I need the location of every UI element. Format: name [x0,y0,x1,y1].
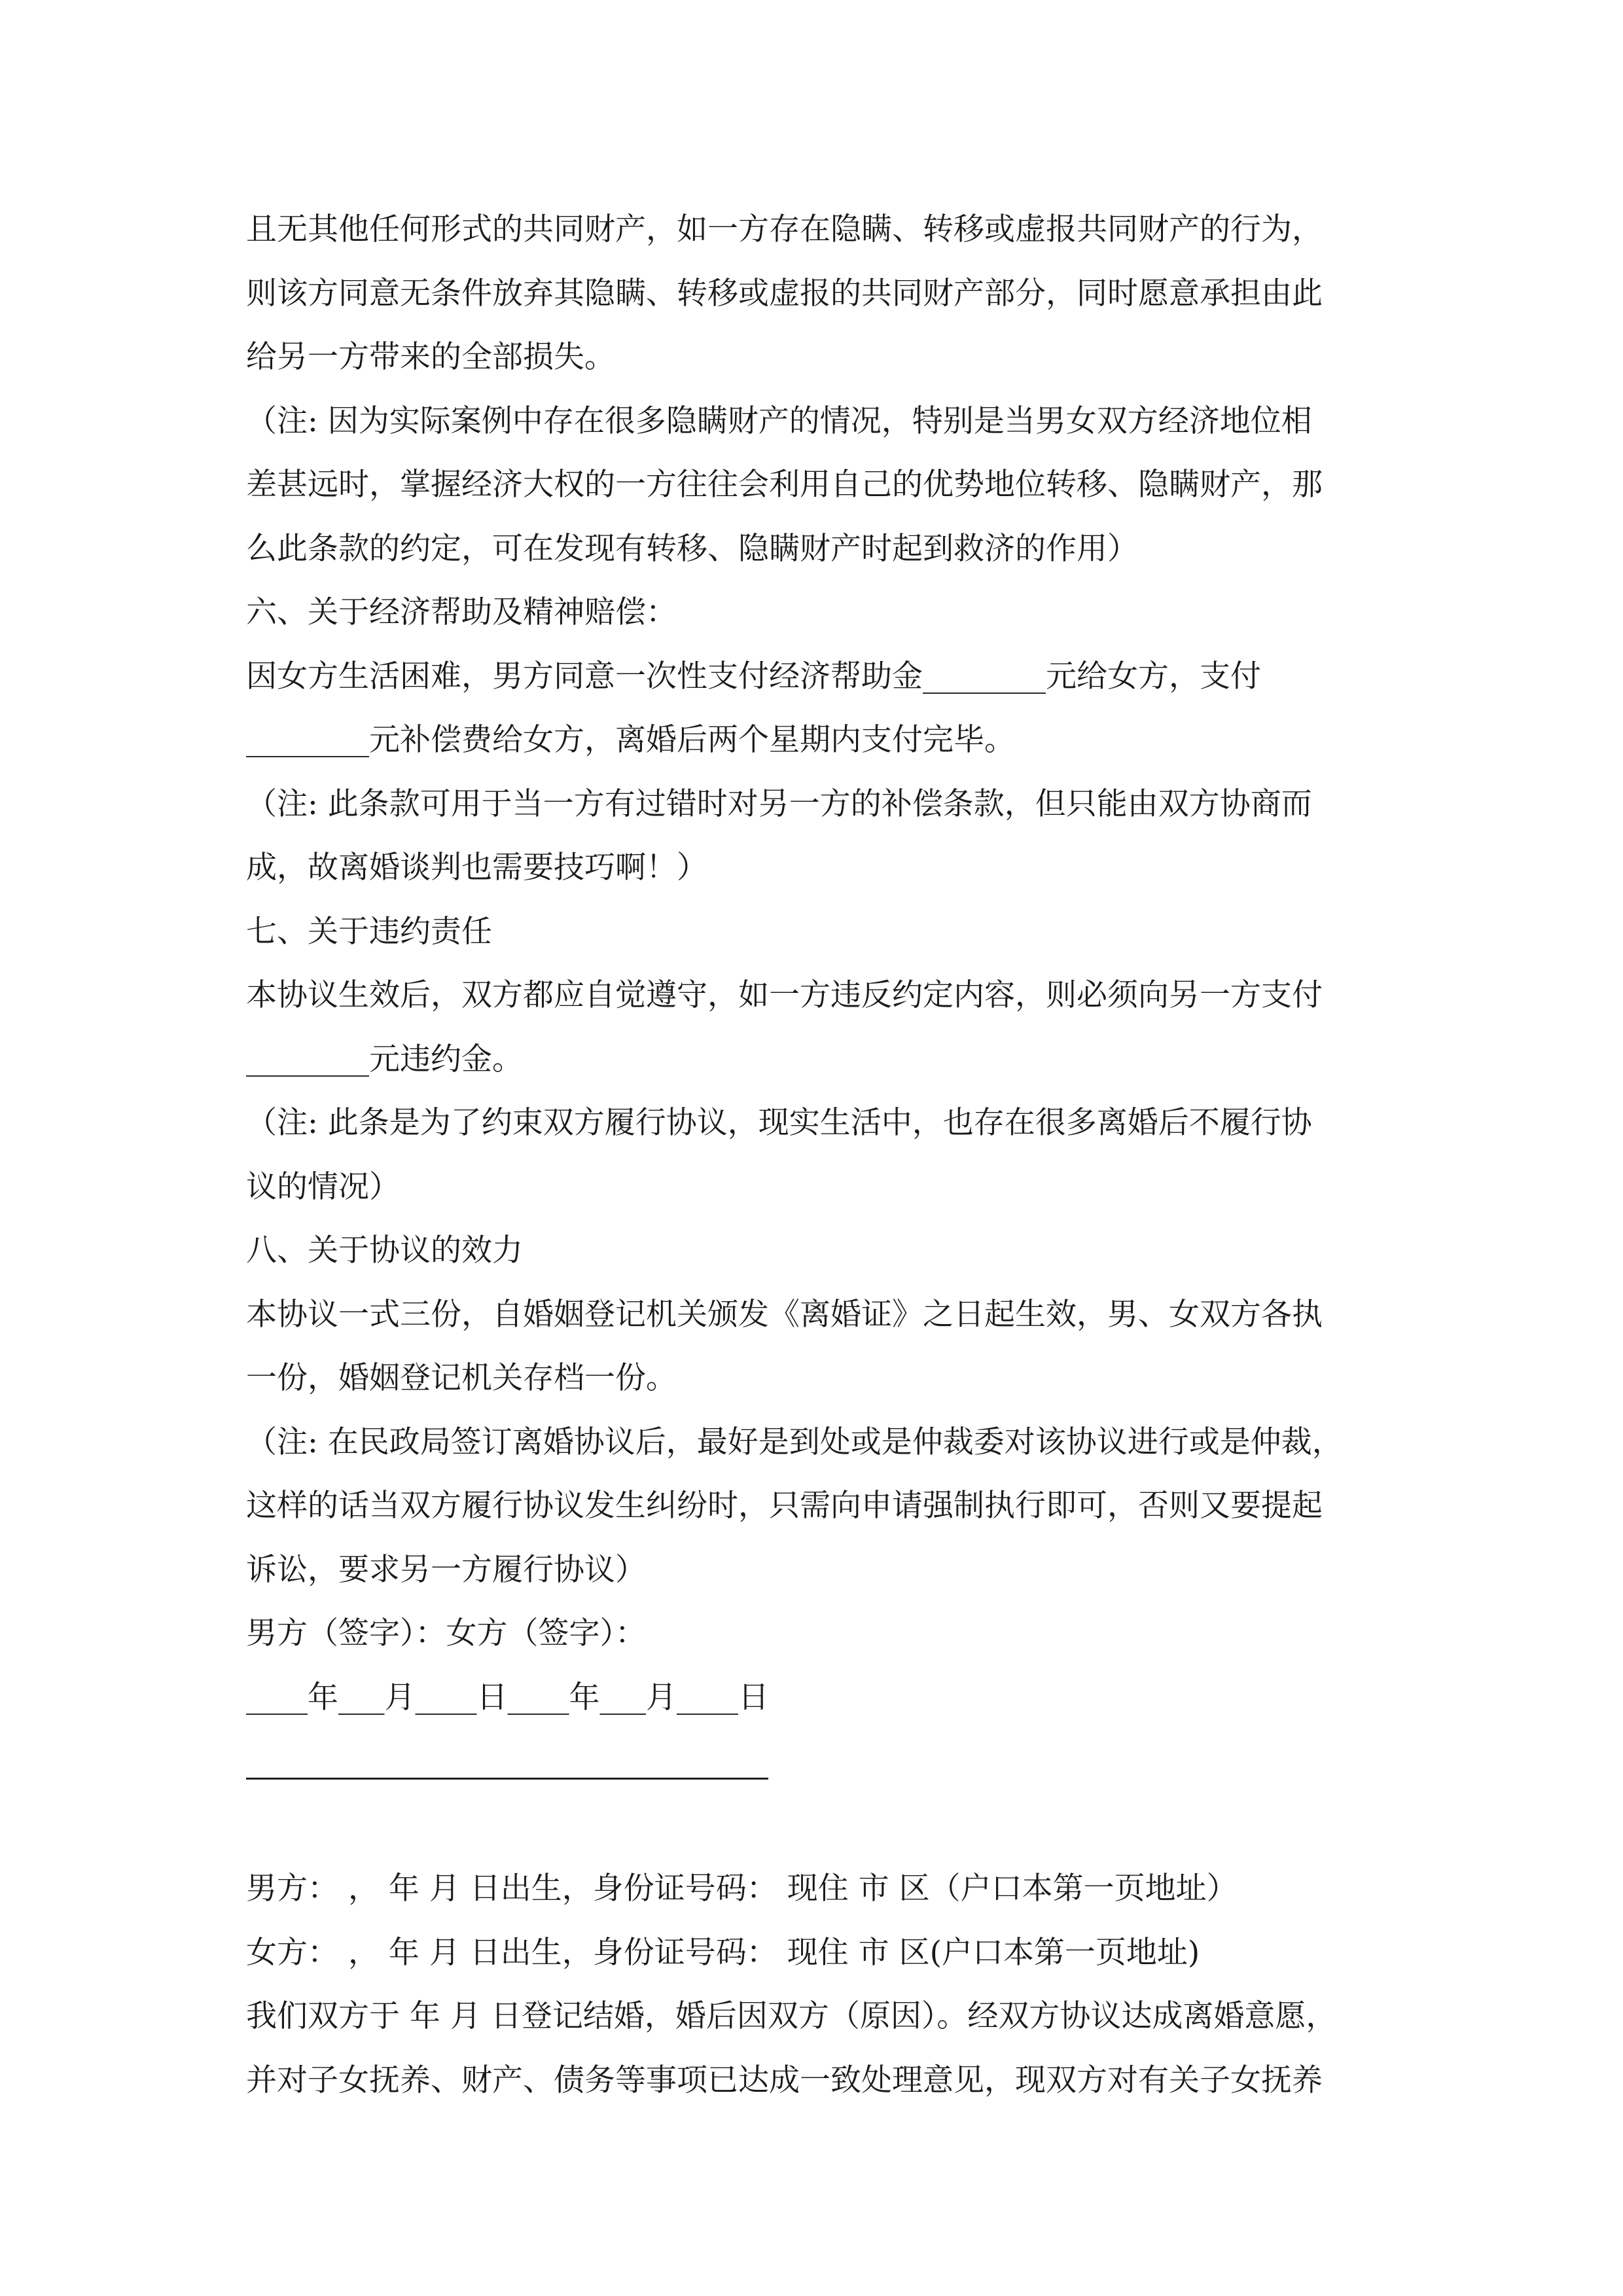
party-info-line: 女方： ， 年 月 日出生，身份证号码： 现住 市 区(户口本第一页地址) [246,1934,1200,1971]
horizontal-divider [246,1778,768,1780]
divider-row [246,1729,1378,1793]
text-line: 给另一方带来的全部损失。 [246,339,615,375]
note-line: （注: 此条款可用于当一方有过错时对另一方的补偿条款，但只能由双方协商而 [246,785,1312,822]
party-info-line: 男方： ， 年 月 日出生，身份证号码： 现住 市 区（户口本第一页地址） [246,1871,1238,1907]
date-line: ____年___月____日____年___月____日 [246,1679,769,1715]
note-line: （注: 此条是为了约束双方履行协议，现实生活中，也存在很多离婚后不履行协 [246,1105,1312,1141]
document-body [246,198,1378,2112]
note-line: （注: 在民政局签订离婚协议后，最好是到处或是仲裁委对该协议进行或是仲裁， [246,1424,1343,1460]
text-line: ________元违约金。 [246,1041,523,1077]
note-line: （注: 因为实际案例中存在很多隐瞒财产的情况，特别是当男女双方经济地位相 [246,403,1312,439]
signature-line: 男方（签字）：女方（签字）： [246,1615,646,1651]
note-line: 诉讼，要求另一方履行协议） [246,1551,646,1588]
text-line: 因女方生活困难，男方同意一次性支付经济帮助金________元给女方，支付 [246,658,1261,694]
note-line: 成，故离婚谈判也需要技巧啊！） [246,850,707,886]
text-line: 且无其他任何形式的共同财产，如一方存在隐瞒、转移或虚报共同财产的行为， [246,211,1323,247]
note-line: 议的情况） [246,1168,400,1205]
text-line: 并对子女抚养、财产、债务等事项已达成一致处理意见，现双方对有关子女抚养 [246,2062,1323,2098]
text-line: 一份，婚姻登记机关存档一份。 [246,1360,677,1396]
note-line: 么此条款的约定，可在发现有转移、隐瞒财产时起到救济的作用） [246,530,1138,567]
blank-row [246,1793,1378,1857]
text-line: ________元补偿费给女方，离婚后两个星期内支付完毕。 [246,722,1015,758]
note-line: 这样的话当双方履行协议发生纠纷时，只需向申请强制执行即可，否则又要提起 [246,1488,1323,1524]
text-line: 则该方同意无条件放弃其隐瞒、转移或虚报的共同财产部分，同时愿意承担由此 [246,275,1323,312]
text-line: 我们双方于 年 月 日登记结婚，婚后因双方（原因）。经双方协议达成离婚意愿， [246,1998,1337,2034]
section-heading: 八、关于协议的效力 [246,1232,523,1268]
text-line: 本协议一式三份，自婚姻登记机关颁发《离婚证》之日起生效，男、女双方各执 [246,1296,1323,1333]
note-line: 差甚远时，掌握经济大权的一方往往会利用自己的优势地位转移、隐瞒财产，那 [246,467,1323,503]
text-line: 本协议生效后，双方都应自觉遵守，如一方违反约定内容，则必须向另一方支付 [246,977,1323,1013]
section-heading: 七、关于违约责任 [246,913,492,950]
section-heading: 六、关于经济帮助及精神赔偿： [246,594,677,630]
